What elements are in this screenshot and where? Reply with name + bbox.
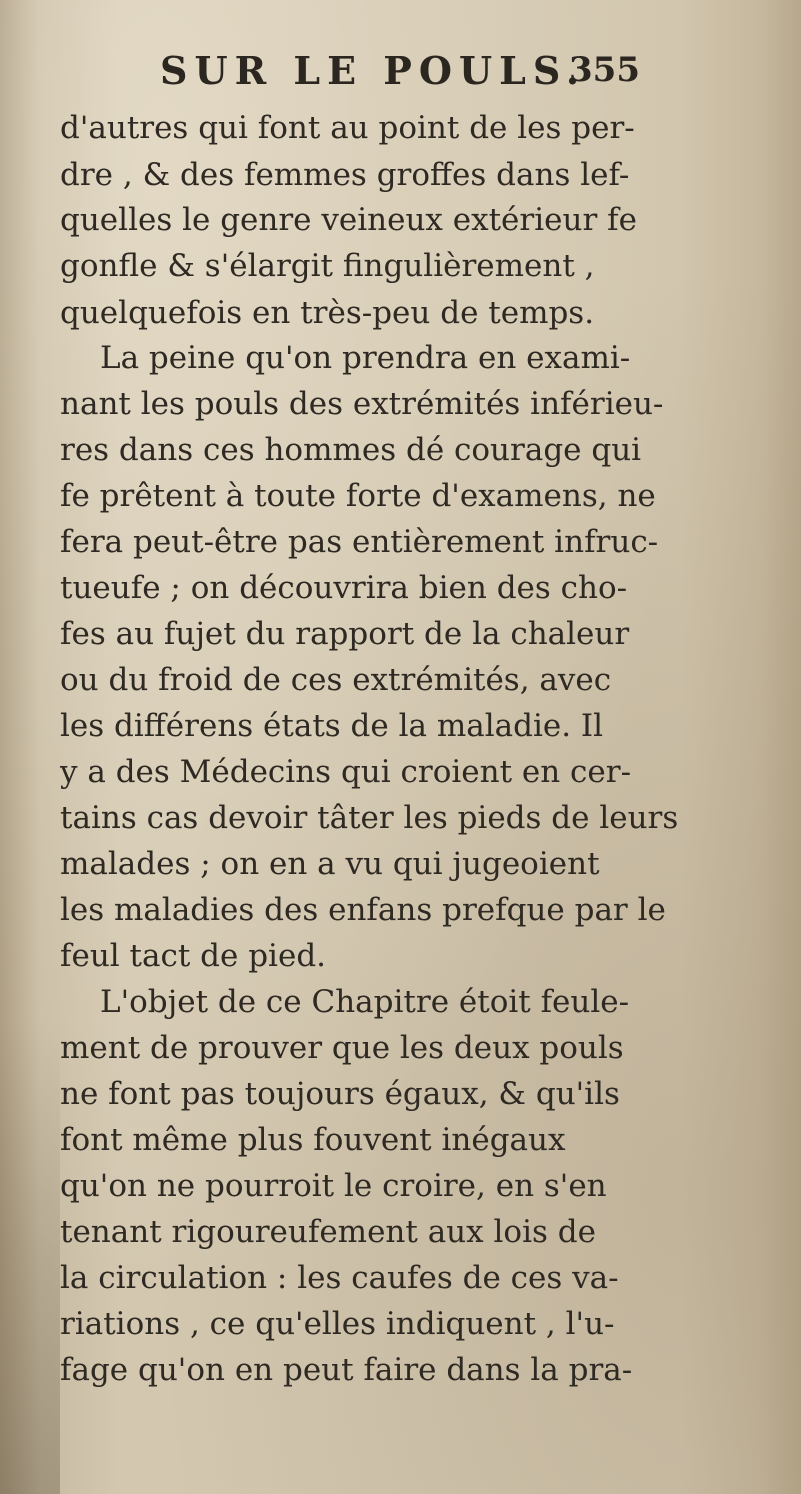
text-line: tueufe ; on découvrira bien des cho- (60, 570, 628, 606)
text-line: les différens états de la maladie. Il (60, 708, 604, 744)
page-stain (0, 1020, 60, 1494)
text-line: tenant rigoureufement aux lois de (60, 1214, 596, 1250)
text-line: feul tact de pied. (60, 938, 327, 974)
text-line: res dans ces hommes dé courage qui (60, 432, 642, 468)
text-line: font même plus fouvent inégaux (60, 1122, 566, 1158)
text-line: quelquefois en très-peu de temps. (60, 295, 595, 331)
text-line: dre , & des femmes groffes dans lef- (60, 157, 630, 193)
text-line: ment de prouver que les deux pouls (60, 1030, 624, 1066)
text-line: nant les pouls des extrémités inférieu- (60, 386, 664, 422)
page-number: 355 (569, 50, 640, 90)
text-line: les maladies des enfans prefque par le (60, 892, 666, 928)
text-line: tains cas devoir tâter les pieds de leurs (60, 800, 679, 836)
running-head (160, 48, 640, 98)
text-line: y a des Médecins qui croient en cer- (60, 754, 632, 790)
text-line: fage qu'on en peut faire dans la pra- (60, 1352, 633, 1388)
text-line: fes au fujet du rapport de la chaleur (60, 616, 630, 652)
text-line: malades ; on en a vu qui jugeoient (60, 846, 600, 882)
text-line: ou du froid de ces extrémités, avec (60, 662, 612, 698)
text-line: la circulation : les caufes de ces va- (60, 1260, 619, 1296)
running-title: SUR LE POULS. (160, 48, 587, 93)
text-line: qu'on ne pourroit le croire, en s'en (60, 1168, 607, 1204)
text-line: La peine qu'on prendra en exami- (100, 340, 631, 376)
text-line: ne font pas toujours égaux, & qu'ils (60, 1076, 620, 1112)
text-line: L'objet de ce Chapitre étoit feule- (100, 984, 630, 1020)
text-line: fera peut-être pas entièrement infruc- (60, 524, 659, 560)
text-line: riations , ce qu'elles indiquent , l'u- (60, 1306, 615, 1342)
text-line: d'autres qui font au point de les per- (60, 110, 635, 146)
text-line: fe prêtent à toute forte d'examens, ne (60, 478, 656, 514)
text-line: quelles le genre veineux extérieur fe (60, 202, 637, 238)
text-line: gonfle & s'élargit fingulièrement , (60, 248, 595, 284)
